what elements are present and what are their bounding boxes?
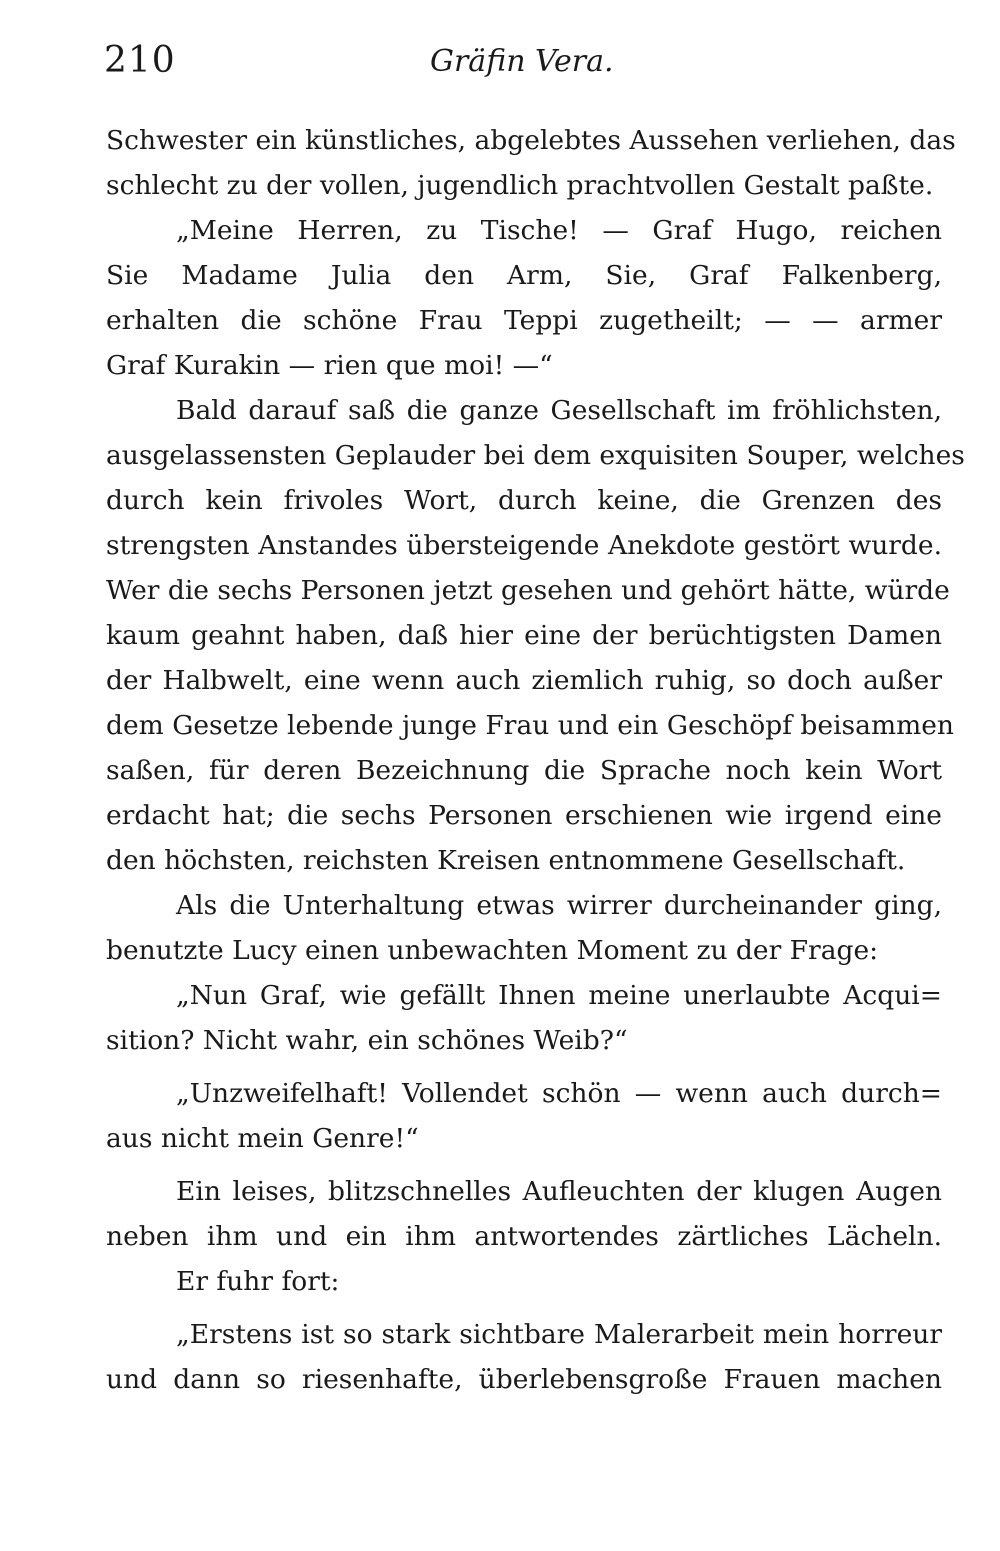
text-line: „Unzweifelhaft! Vollendet schön — wenn auch durch= bbox=[176, 1078, 942, 1109]
text-line: aus nicht mein Genre!“ bbox=[106, 1123, 419, 1154]
text-line: den höchsten, reichsten Kreisen entnommene Gesellschaft. bbox=[106, 845, 906, 876]
text-line: und dann so riesenhafte, überlebensgroße Frauen machen bbox=[106, 1364, 942, 1395]
text-line: Sie Madame Julia den Arm, Sie, Graf Falkenberg, bbox=[106, 260, 942, 291]
text-line: „Meine Herren, zu Tische! — Graf Hugo, reichen bbox=[176, 215, 942, 246]
text-line: erdacht hat; die sechs Personen erschienen wie irgend eine bbox=[106, 800, 942, 831]
text-line: neben ihm und ein ihm antwortendes zärtliches Lächeln. bbox=[106, 1221, 942, 1252]
text-line: sition? Nicht wahr, ein schönes Weib?“ bbox=[106, 1025, 628, 1056]
text-line: Ein leises, blitzschnelles Aufleuchten der klugen Augen bbox=[176, 1176, 942, 1207]
text-line: saßen, für deren Bezeichnung die Sprache noch kein Wort bbox=[106, 755, 942, 786]
text-line: erhalten die schöne Frau Teppi zugetheilt; — — armer bbox=[106, 305, 942, 336]
text-line: durch kein frivoles Wort, durch keine, die Grenzen des bbox=[106, 485, 942, 516]
running-title: Gräfin Vera. bbox=[430, 44, 614, 79]
text-line: benutzte Lucy einen unbewachten Moment zu der Frage: bbox=[106, 935, 879, 966]
text-line: Graf Kurakin — rien que moi! —“ bbox=[106, 350, 553, 381]
text-line: strengsten Anstandes übersteigende Anekdote gestört wurde. bbox=[106, 530, 942, 561]
text-line: „Nun Graf, wie gefällt Ihnen meine unerlaubte Acqui= bbox=[176, 980, 942, 1011]
text-line: Schwester ein künstliches, abgelebtes Aussehen verliehen, das bbox=[106, 125, 956, 156]
text-line: kaum geahnt haben, daß hier eine der berüchtigsten Damen bbox=[106, 620, 942, 651]
page-header bbox=[100, 40, 940, 90]
page-number: 210 bbox=[104, 40, 176, 81]
paragraph-gap bbox=[106, 1304, 942, 1312]
text-line: Er fuhr fort: bbox=[176, 1266, 340, 1297]
paragraph-gap bbox=[106, 1063, 942, 1071]
text-line: ausgelassensten Geplauder bei dem exquisiten Souper, welches bbox=[106, 440, 965, 471]
text-line: der Halbwelt, eine wenn auch ziemlich ruhig, so doch außer bbox=[106, 665, 942, 696]
text-line: Als die Unterhaltung etwas wirrer durcheinander ging, bbox=[176, 890, 942, 921]
text-line: Bald darauf saß die ganze Gesellschaft im fröhlichsten, bbox=[176, 395, 942, 426]
text-line: „Erstens ist so stark sichtbare Malerarbeit mein horreur bbox=[176, 1319, 942, 1350]
text-line: schlecht zu der vollen, jugendlich prachtvollen Gestalt paßte. bbox=[106, 170, 934, 201]
paragraph-gap bbox=[106, 1161, 942, 1169]
text-line: dem Gesetze lebende junge Frau und ein Geschöpf beisammen bbox=[106, 710, 954, 741]
text-line: Wer die sechs Personen jetzt gesehen und gehört hätte, würde bbox=[106, 575, 950, 606]
body-text bbox=[106, 118, 965, 1402]
